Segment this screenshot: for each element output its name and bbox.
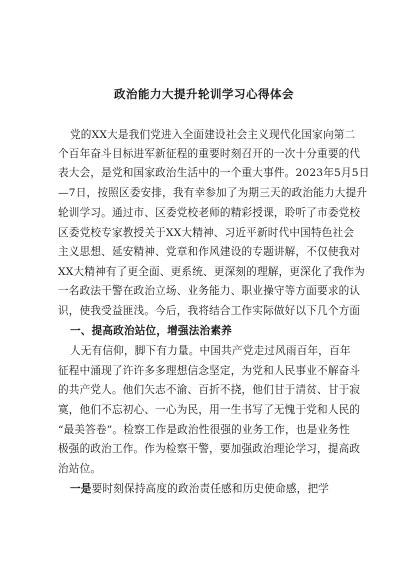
paragraph-line: —7日，按照区委安排，我有幸参加了为期三天的政治能力大提升 — [58, 187, 368, 199]
paragraph-line: 区委党校专家教授关于XX大精神、习近平新时代中国特色社会 — [58, 227, 355, 239]
document-title: 政治能力大提升轮训学习心得体会 — [114, 87, 294, 101]
paragraph-line: 识，使我受益匪浅。今后，我将结合工作实际做好以下几个方面 — [58, 305, 361, 317]
paragraph-line: 治站位。 — [58, 463, 102, 475]
paragraph-line: 一名政法干警在政治立场、业务能力、职业操守等方面要求的认 — [58, 285, 361, 297]
paragraph-line — [70, 482, 370, 496]
paragraph-line: 轮训学习。通过市、区委党校老师的精彩授课，聆听了市委党校 — [58, 207, 361, 219]
point-text: 要时刻保持高度的政治责任感和历史使命感，把学 — [91, 483, 330, 495]
paragraph-line: 寞，他们不忘初心、一心为民，用一生书写了无愧于党和人民的 — [58, 404, 361, 416]
point-marker: 一是 — [70, 483, 92, 495]
paragraph-line: “最美答卷”。检察工作是政治性很强的业务工作，也是业务性 — [58, 424, 350, 436]
paragraph-line: 主义思想、延安精神、党章和作风建设的专题讲解，不仅使我对 — [58, 246, 361, 258]
paragraph-line: 极强的政治工作。作为检察干警，要加强政治理论学习，提高政 — [58, 443, 361, 455]
paragraph-line: XX大精神有了更全面、更系统、更深刻的理解，更深化了我作为 — [58, 266, 365, 278]
paragraph-line: 的共产党人。他们矢志不渝、百折不挠，他们甘于清贫、甘于寂 — [58, 384, 361, 396]
section-heading: 一、提高政治站位，增强法治素养 — [70, 325, 232, 337]
paragraph-line: 征程中涌现了许许多多理想信念坚定，为党和人民事业不解奋斗 — [58, 365, 361, 377]
paragraph-line: 党的XX大是我们党进入全面建设社会主义现代化国家向第二 — [70, 129, 356, 141]
paragraph-line: 个百年奋斗目标进军新征程的重要时刻召开的一次十分重要的代 — [58, 148, 361, 160]
paragraph-line: 表大会，是党和国家政治生活中的一个重大事件。2023年5月5日 — [58, 167, 370, 179]
paragraph-line: 人无有信仰，脚下有力量。中国共产党走过风雨百年，百年 — [70, 345, 351, 357]
